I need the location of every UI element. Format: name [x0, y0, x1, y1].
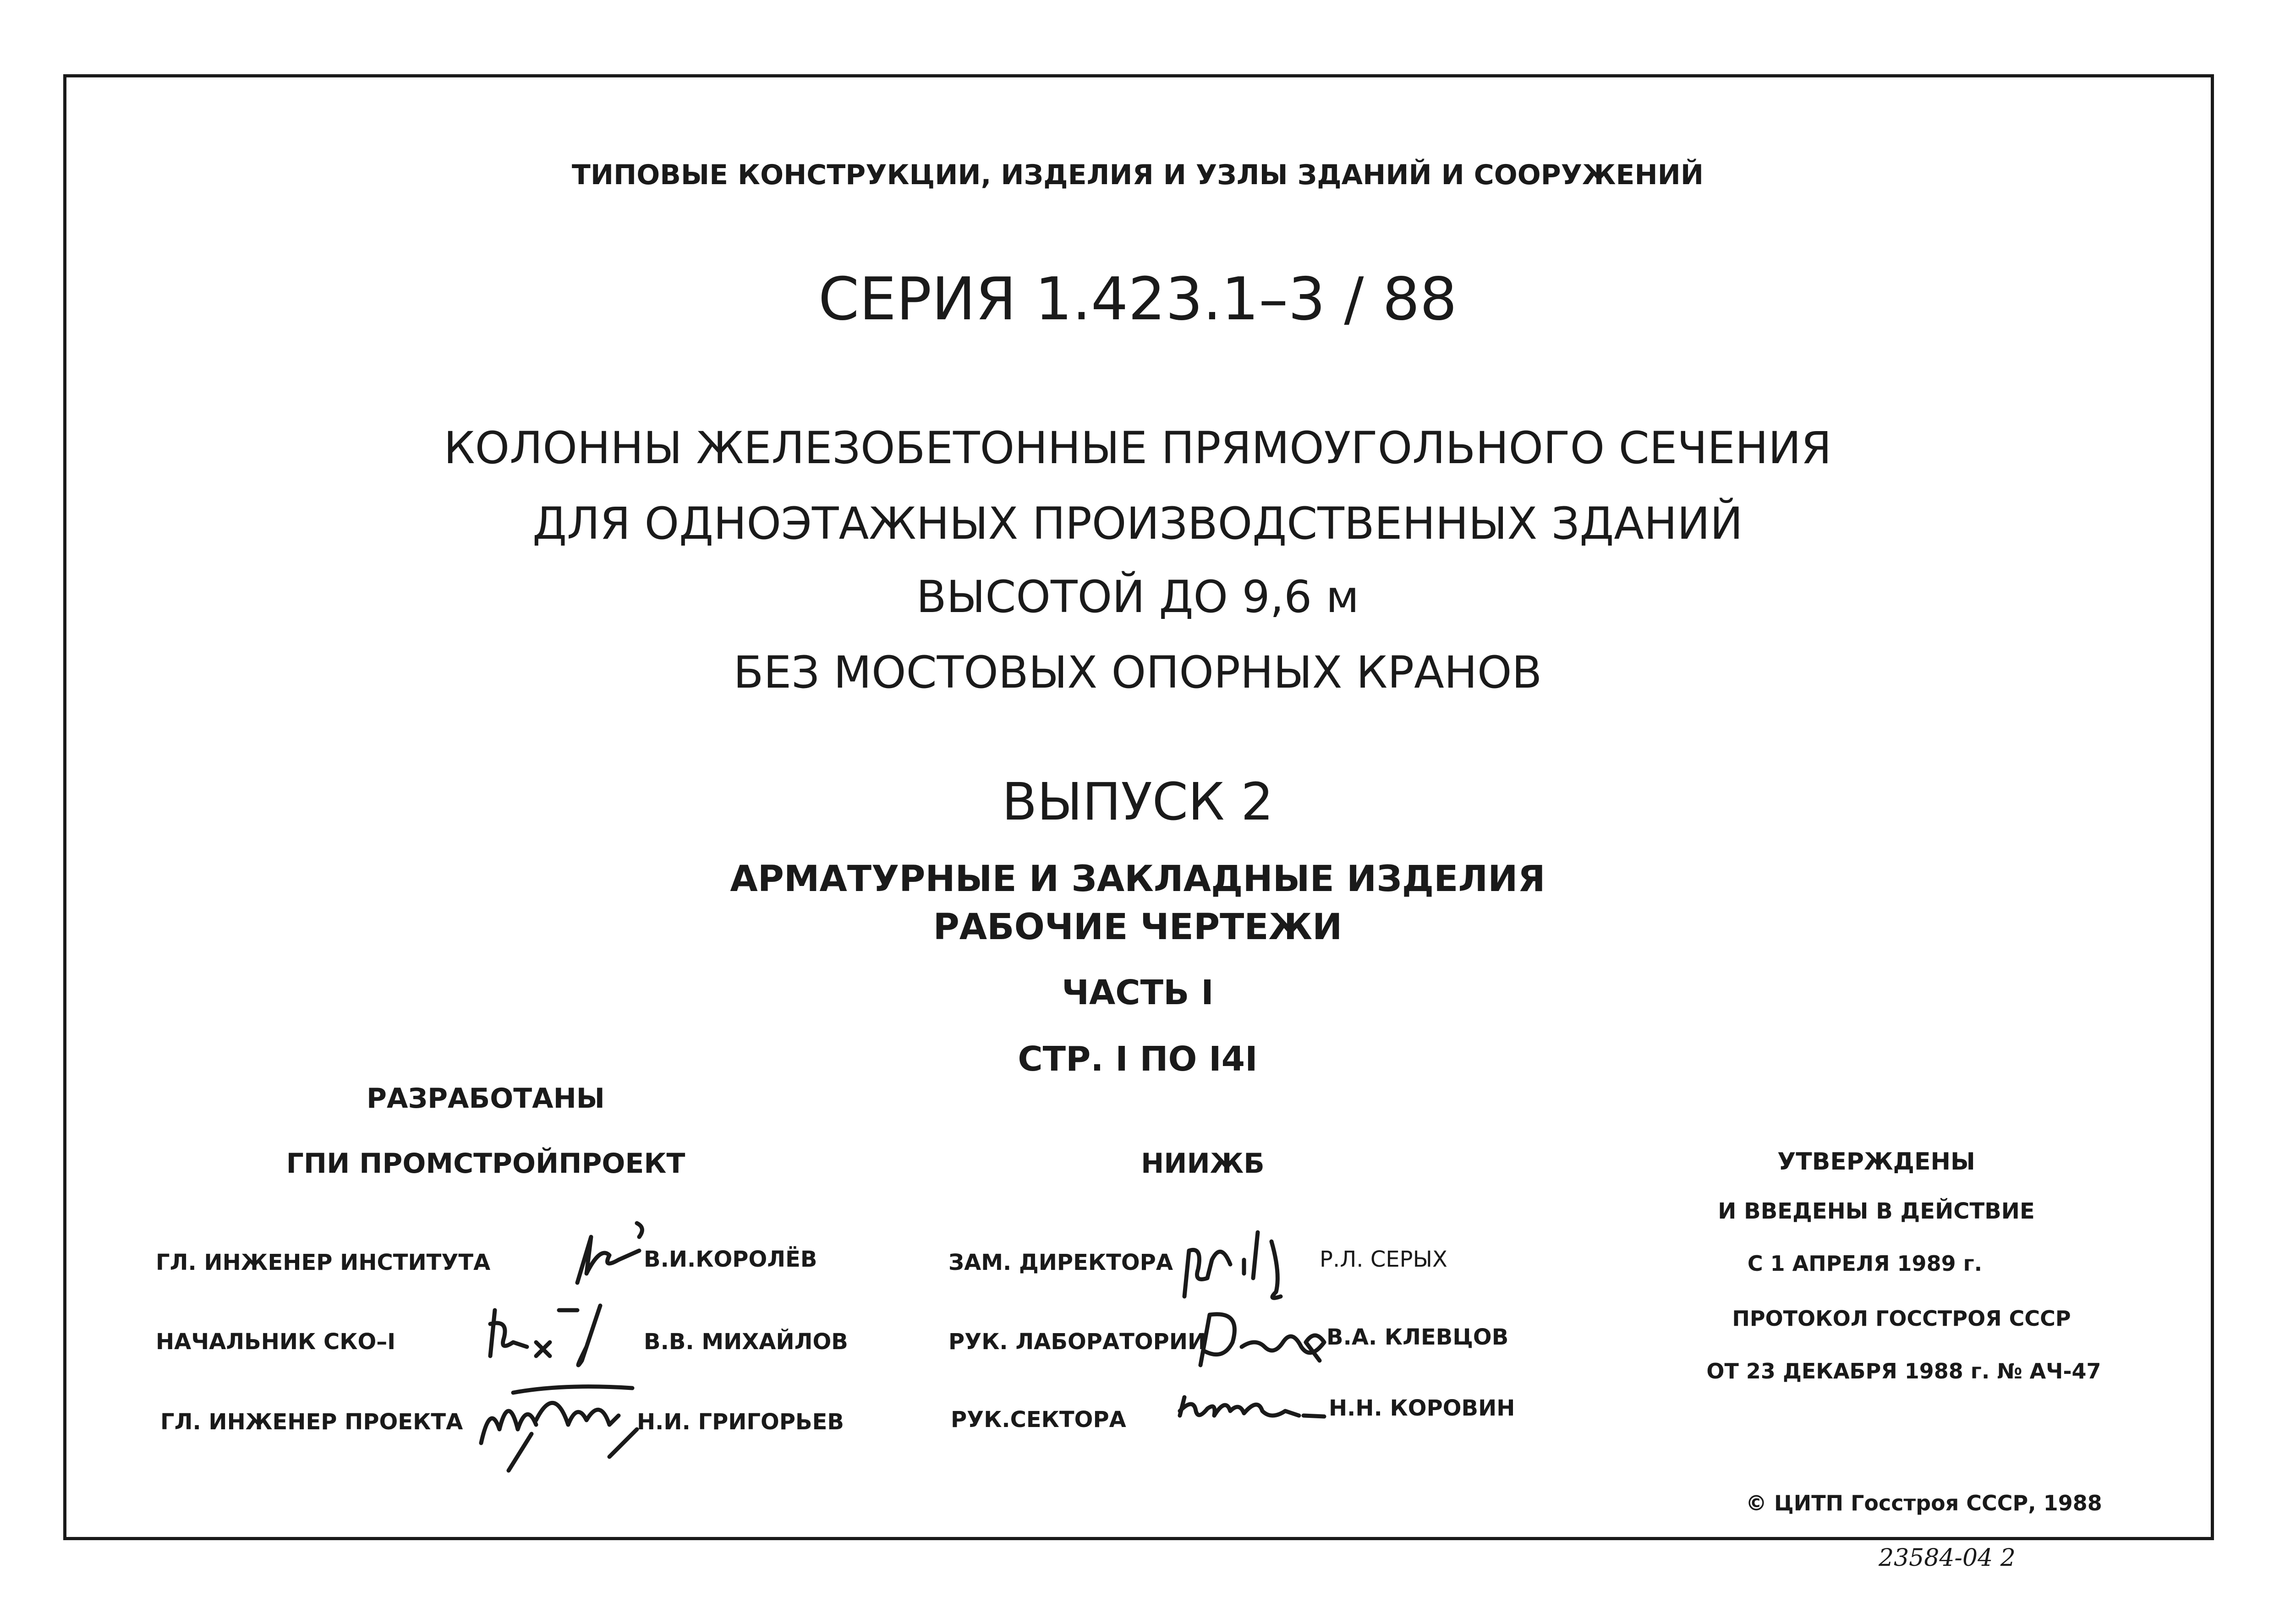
signature-mikhailov	[467, 1292, 619, 1374]
issue-pages: СТР. I ПО I4I	[1018, 1039, 1258, 1079]
approval-line-5: ОТ 23 ДЕКАБРЯ 1988 г. № АЧ-47	[1706, 1359, 2101, 1383]
copyright: © ЦИТП Госстроя СССР, 1988	[1746, 1491, 2102, 1515]
approval-line-3: С 1 АПРЕЛЯ 1989 г.	[1747, 1251, 1983, 1276]
developer-org-niizhb: НИИЖБ	[1141, 1148, 1265, 1180]
signatory-name: В.А. КЛЕВЦОВ	[1326, 1324, 1509, 1350]
title-line-2: ДЛЯ ОДНОЭТАЖНЫХ ПРОИЗВОДСТВЕННЫХ ЗДАНИЙ	[532, 498, 1743, 549]
developer-org-promstroyproekt: ГПИ ПРОМСТРОЙПРОЕКТ	[286, 1148, 685, 1180]
header-subtitle: ТИПОВЫЕ КОНСТРУКЦИИ, ИЗДЕЛИЯ И УЗЛЫ ЗДАНИЙ И СООРУЖЕНИЙ	[571, 159, 1704, 191]
approval-line-4: ПРОТОКОЛ ГОССТРОЯ СССР	[1732, 1306, 2071, 1331]
issue-line-2: РАБОЧИЕ ЧЕРТЕЖИ	[933, 907, 1343, 948]
issue-line-1: АРМАТУРНЫЕ И ЗАКЛАДНЫЕ ИЗДЕЛИЯ	[730, 858, 1545, 900]
issue-number: ВЫПУСК 2	[1002, 772, 1274, 832]
series-number: СЕРИЯ 1.423.1–3 / 88	[818, 265, 1458, 334]
signature-korolev	[559, 1219, 660, 1301]
approval-line-1: УТВЕРЖДЕНЫ	[1777, 1148, 1975, 1176]
signatory-role: РУК.СЕКТОРА	[951, 1407, 1126, 1433]
signatory-role: ГЛ. ИНЖЕНЕР ПРОЕКТА	[160, 1409, 463, 1435]
signature-serykh	[1166, 1214, 1304, 1306]
issue-part: ЧАСТЬ I	[1062, 973, 1214, 1012]
footer-code: 23584-04 2	[1879, 1544, 2016, 1572]
developed-label: РАЗРАБОТАНЫ	[367, 1083, 605, 1115]
signatory-role: РУК. ЛАБОРАТОРИИ	[948, 1329, 1206, 1355]
signature-grigoriev	[472, 1374, 646, 1475]
signatory-role: НАЧАЛЬНИК СКО–I	[156, 1329, 396, 1355]
signatory-role: ЗАМ. ДИРЕКТОРА	[948, 1250, 1173, 1275]
signatory-name: В.И.КОРОЛЁВ	[644, 1247, 817, 1272]
signatory-name: Н.Н. КОРОВИН	[1329, 1395, 1515, 1421]
signature-korovin	[1171, 1383, 1331, 1434]
title-line-1: КОЛОННЫ ЖЕЛЕЗОБЕТОННЫЕ ПРЯМОУГОЛЬНОГО СЕЧЕНИЯ	[444, 422, 1832, 474]
signatory-name: В.В. МИХАЙЛОВ	[644, 1329, 848, 1355]
approval-line-2: И ВВЕДЕНЫ В ДЕЙСТВИЕ	[1718, 1198, 2035, 1224]
signature-klevtsov	[1182, 1296, 1338, 1374]
signatory-name: Н.И. ГРИГОРЬЕВ	[637, 1409, 844, 1435]
signatory-role: ГЛ. ИНЖЕНЕР ИНСТИТУТА	[156, 1250, 491, 1275]
signatory-name: Р.Л. СЕРЫХ	[1320, 1247, 1447, 1272]
title-line-3: ВЫСОТОЙ ДО 9,6 м	[916, 571, 1359, 623]
title-line-4: БЕЗ МОСТОВЫХ ОПОРНЫХ КРАНОВ	[733, 647, 1542, 698]
